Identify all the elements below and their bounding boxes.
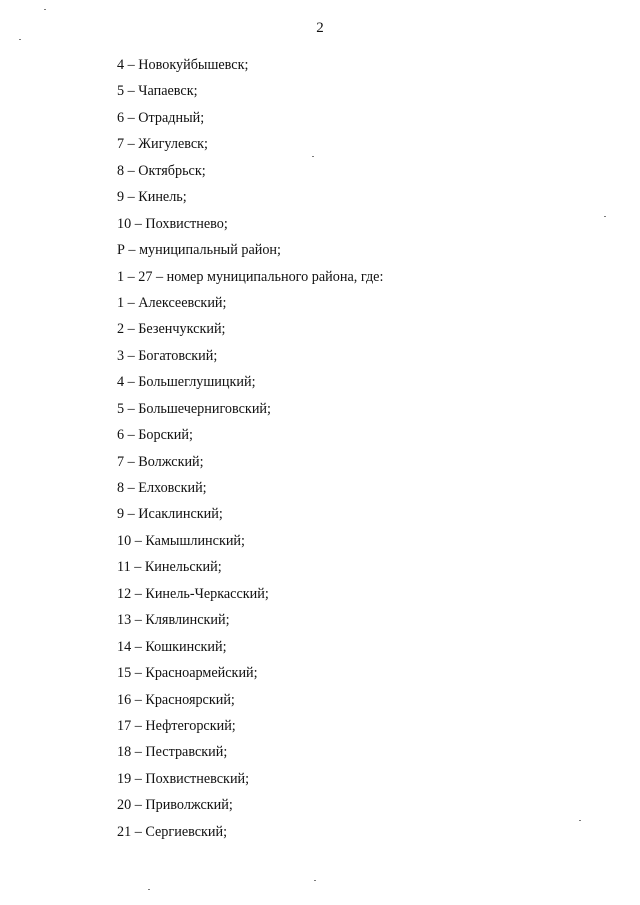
list-item: 2 – Безенчукский;: [117, 321, 226, 338]
list-item: 9 – Исаклинский;: [117, 506, 223, 523]
list-item: 6 – Отрадный;: [117, 109, 205, 126]
list-item: 20 – Приволжский;: [117, 797, 233, 814]
list-item: 5 – Большечерниговский;: [117, 400, 271, 417]
list-item: 19 – Похвистневский;: [117, 770, 250, 787]
list-item: 4 – Большеглушицкий;: [117, 374, 256, 391]
list-item: 18 – Пестравский;: [117, 744, 228, 761]
scan-speck: [312, 156, 314, 157]
list-item: 3 – Богатовский;: [117, 347, 218, 364]
list-item: 8 – Елховский;: [117, 480, 207, 496]
list-item: 10 – Похвистнево;: [117, 215, 228, 232]
list-item: 6 – Борский;: [117, 427, 193, 444]
list-item: 7 – Жигулевск;: [117, 136, 208, 153]
list-item: 5 – Чапаевск;: [117, 83, 198, 100]
list-item: 14 – Кошкинский;: [117, 638, 227, 655]
list-item: 7 – Волжский;: [117, 453, 204, 470]
list-item: 11 – Кинельский;: [117, 559, 222, 576]
list-item: 15 – Красноармейский;: [117, 665, 258, 682]
list-item: 9 – Кинель;: [117, 189, 187, 206]
page-number: 2: [316, 20, 324, 36]
entry-list: [117, 55, 383, 848]
list-item: Р – муниципальный район;: [117, 242, 281, 259]
scan-speck: [579, 820, 581, 821]
list-item: 1 – 27 – номер муниципального района, где:: [117, 268, 384, 285]
list-item: 8 – Октябрьск;: [117, 162, 206, 179]
list-item: 16 – Красноярский;: [117, 691, 235, 708]
list-item: 13 – Клявлинский;: [117, 612, 230, 629]
list-item: 21 – Сергиевский;: [117, 823, 228, 840]
list-item: 4 – Новокуйбышевск;: [117, 57, 249, 73]
scan-speck: [148, 889, 150, 890]
list-item: 17 – Нефтегорский;: [117, 717, 236, 734]
list-item: 12 – Кинель-Черкасский;: [117, 585, 269, 602]
list-item: 10 – Камышлинский;: [117, 532, 245, 549]
scan-speck: [19, 39, 21, 40]
list-item: 1 – Алексеевский;: [117, 294, 227, 311]
scan-speck: [44, 9, 46, 10]
scan-speck: [314, 880, 316, 881]
scan-speck: [604, 216, 606, 217]
